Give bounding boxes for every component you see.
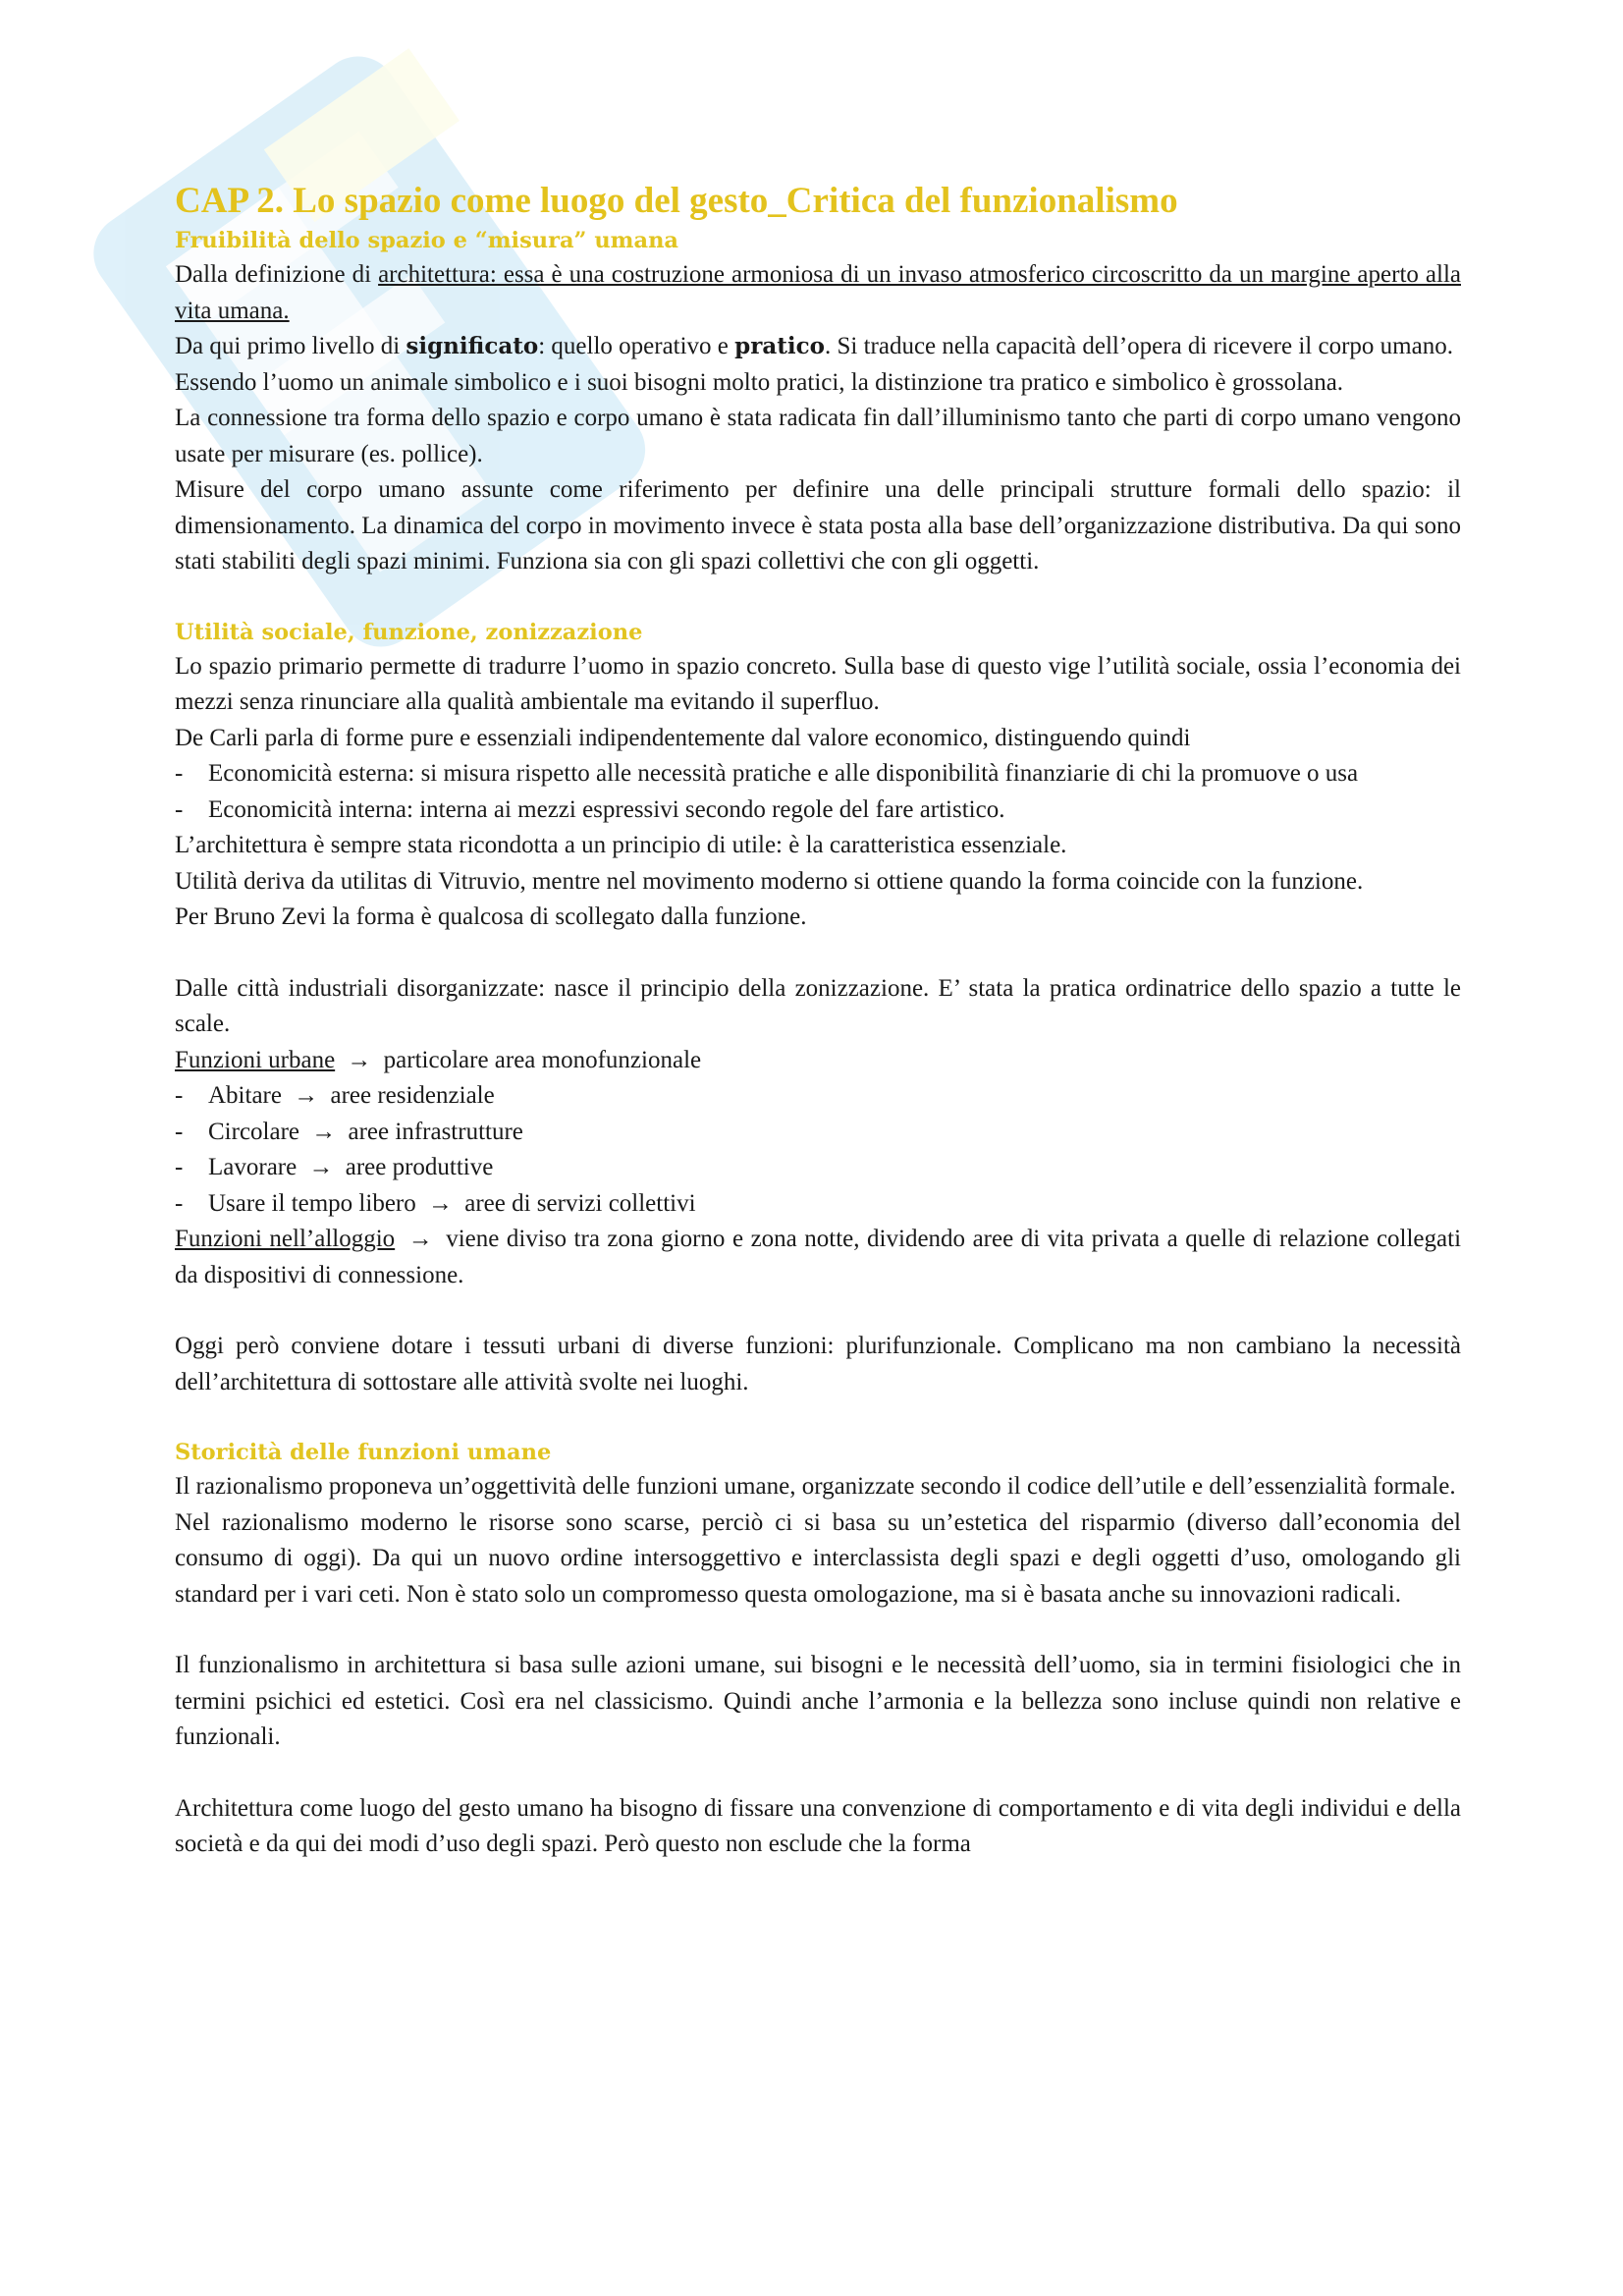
paragraph: La connessione tra forma dello spazio e corpo umano è stata radicata fin dall’illuminismo tanto che parti di corpo umano vengono usate per misurare (es. pollice). [175, 405, 1461, 467]
paragraph: L’architettura è sempre stata ricondotta a un principio di utile: è la caratteristica essenziale. [175, 832, 1067, 858]
list-item [175, 1186, 1461, 1223]
paragraph: Per Bruno Zevi la forma è qualcosa di scollegato dalla funzione. [175, 903, 807, 930]
paragraph [175, 1222, 1461, 1293]
arrow-right-icon: → [428, 1189, 453, 1217]
arrow-right-icon: → [308, 1154, 334, 1180]
list-item: - Economicità esterna: si misura rispetto alle necessità pratiche e alle disponibilità finanziarie di chi la promuove o usa [175, 756, 1461, 793]
underlined-label: Funzioni urbane [175, 1046, 336, 1073]
paragraph [175, 329, 1461, 365]
paragraph [175, 257, 1461, 329]
document-page [175, 179, 1461, 1863]
section-heading-fruibilita: Fruibilità dello spazio e “misura” umana [175, 228, 679, 253]
function-area: aree infrastrutture [348, 1118, 523, 1145]
list-item [175, 1115, 1461, 1151]
paragraph [175, 1043, 1461, 1079]
arrow-right-icon: → [294, 1082, 319, 1109]
function-area: aree residenziale [330, 1082, 495, 1109]
text-run: : quello operativo e [538, 333, 735, 359]
text-run: . Si traduce nella capacità dell’opera di ricevere il corpo umano. [824, 333, 1453, 359]
chapter-title: CAP 2. Lo spazio come luogo del gesto_Critica del funzionalismo [175, 181, 1178, 221]
spacer [175, 1293, 1461, 1329]
spacer [175, 1756, 1461, 1791]
list-item [175, 1150, 1461, 1186]
economicita-list [175, 756, 1461, 828]
function-area: aree produttive [345, 1154, 494, 1180]
function-name: Abitare [208, 1082, 282, 1109]
underlined-label: Funzioni nell’alloggio [175, 1226, 396, 1252]
arrow-right-icon: → [347, 1046, 372, 1073]
paragraph: Essendo l’uomo un animale simbolico e i suoi bisogni molto pratici, la distinzione tra pratico e simbolico è grossolana. [175, 368, 1344, 396]
paragraph: Misure del corpo umano assunte come riferimento per definire una delle principali strutture formali dello spazio: il dimensionamento. La dinamica del corpo in movimento invece è stata posta alla base dell’organizzazione distributiva. Da qui sono stati stabiliti degli spazi minimi. Funziona sia con gli spazi collettivi che con gli oggetti. [175, 476, 1461, 574]
function-area: aree di servizi collettivi [464, 1189, 696, 1217]
paragraph: Oggi però conviene dotare i tessuti urbani di diverse funzioni: plurifunzionale. Complicano ma non cambiano la necessità dell’architettura di sottostare alle attività svolte nei luoghi. [175, 1333, 1461, 1395]
spacer [175, 936, 1461, 971]
arrow-right-icon: → [311, 1118, 337, 1145]
text-run: viene diviso tra zona giorno e zona notte, dividendo aree di vita privata a quelle di relazione collegati da dispositivi di connessione. [175, 1226, 1462, 1288]
function-name: Lavorare [208, 1154, 298, 1180]
function-name: Usare il tempo libero [208, 1189, 416, 1217]
urban-functions-list [175, 1078, 1461, 1222]
list-item: - Economicità interna: interna ai mezzi espressivi secondo regole del fare artistico. [175, 793, 1461, 829]
bold-term: pratico [734, 333, 825, 359]
function-name: Circolare [208, 1118, 300, 1145]
spacer [175, 1613, 1461, 1648]
section-heading-storicita: Storicità delle funzioni umane [175, 1440, 552, 1465]
paragraph: Lo spazio primario permette di tradurre l’uomo in spazio concreto. Sulla base di questo vige l’utilità sociale, ossia l’economia dei mezzi senza rinunciare alla qualità ambientale ma evitando il superfluo. [175, 652, 1461, 715]
spacer [175, 580, 1461, 616]
text-run: particolare area monofunzionale [383, 1046, 702, 1073]
paragraph: Nel razionalismo moderno le risorse sono scarse, perciò ci si basa su un’estetica del risparmio (diverso dall’economia del consumo di oggi). Da qui un nuovo ordine intersoggettivo e interclassista degli spazi e degli oggetti d’uso, omologando gli standard per i vari ceti. Non è stato solo un compromesso questa omologazione, ma si è basata anche su innovazioni radicali. [175, 1508, 1461, 1608]
text-run: Da qui primo livello di [175, 333, 406, 359]
text-run: Dalla definizione di [175, 261, 379, 288]
paragraph: Dalle città industriali disorganizzate: nasce il principio della zonizzazione. E’ stata la pratica ordinatrice dello spazio a tutte le scale. [175, 974, 1461, 1037]
paragraph: De Carli parla di forme pure e essenziali indipendentemente dal valore economico, distinguendo quindi [175, 724, 1191, 751]
paragraph: Utilità deriva da utilitas di Vitruvio, mentre nel movimento moderno si ottiene quando la forma coincide con la funzione. [175, 867, 1364, 895]
arrow-right-icon: → [407, 1226, 433, 1252]
bold-term: significato [406, 333, 539, 359]
paragraph: Il razionalismo proponeva un’oggettività delle funzioni umane, organizzate secondo il codice dell’utile e dell’essenzialità formale. [175, 1473, 1456, 1500]
list-item [175, 1078, 1461, 1115]
section-heading-utilita: Utilità sociale, funzione, zonizzazione [175, 619, 643, 645]
paragraph: Architettura come luogo del gesto umano ha bisogno di fissare una convenzione di comportamento e di vita degli individui e della società e da qui dei modi d’uso degli spazi. Però questo non esclude che la forma [175, 1794, 1461, 1857]
spacer [175, 1400, 1461, 1436]
underlined-definition: architettura: essa è una costruzione armoniosa di un invaso atmosferico circoscritto da un margine aperto alla vita umana. [175, 261, 1461, 324]
paragraph: Il funzionalismo in architettura si basa sulle azioni umane, sui bisogni e le necessità dell’uomo, sia in termini fisiologici che in termini psichici ed estetici. Così era nel classicismo. Quindi anche l’armonia e la bellezza sono incluse quindi non relative e funzionali. [175, 1652, 1461, 1750]
